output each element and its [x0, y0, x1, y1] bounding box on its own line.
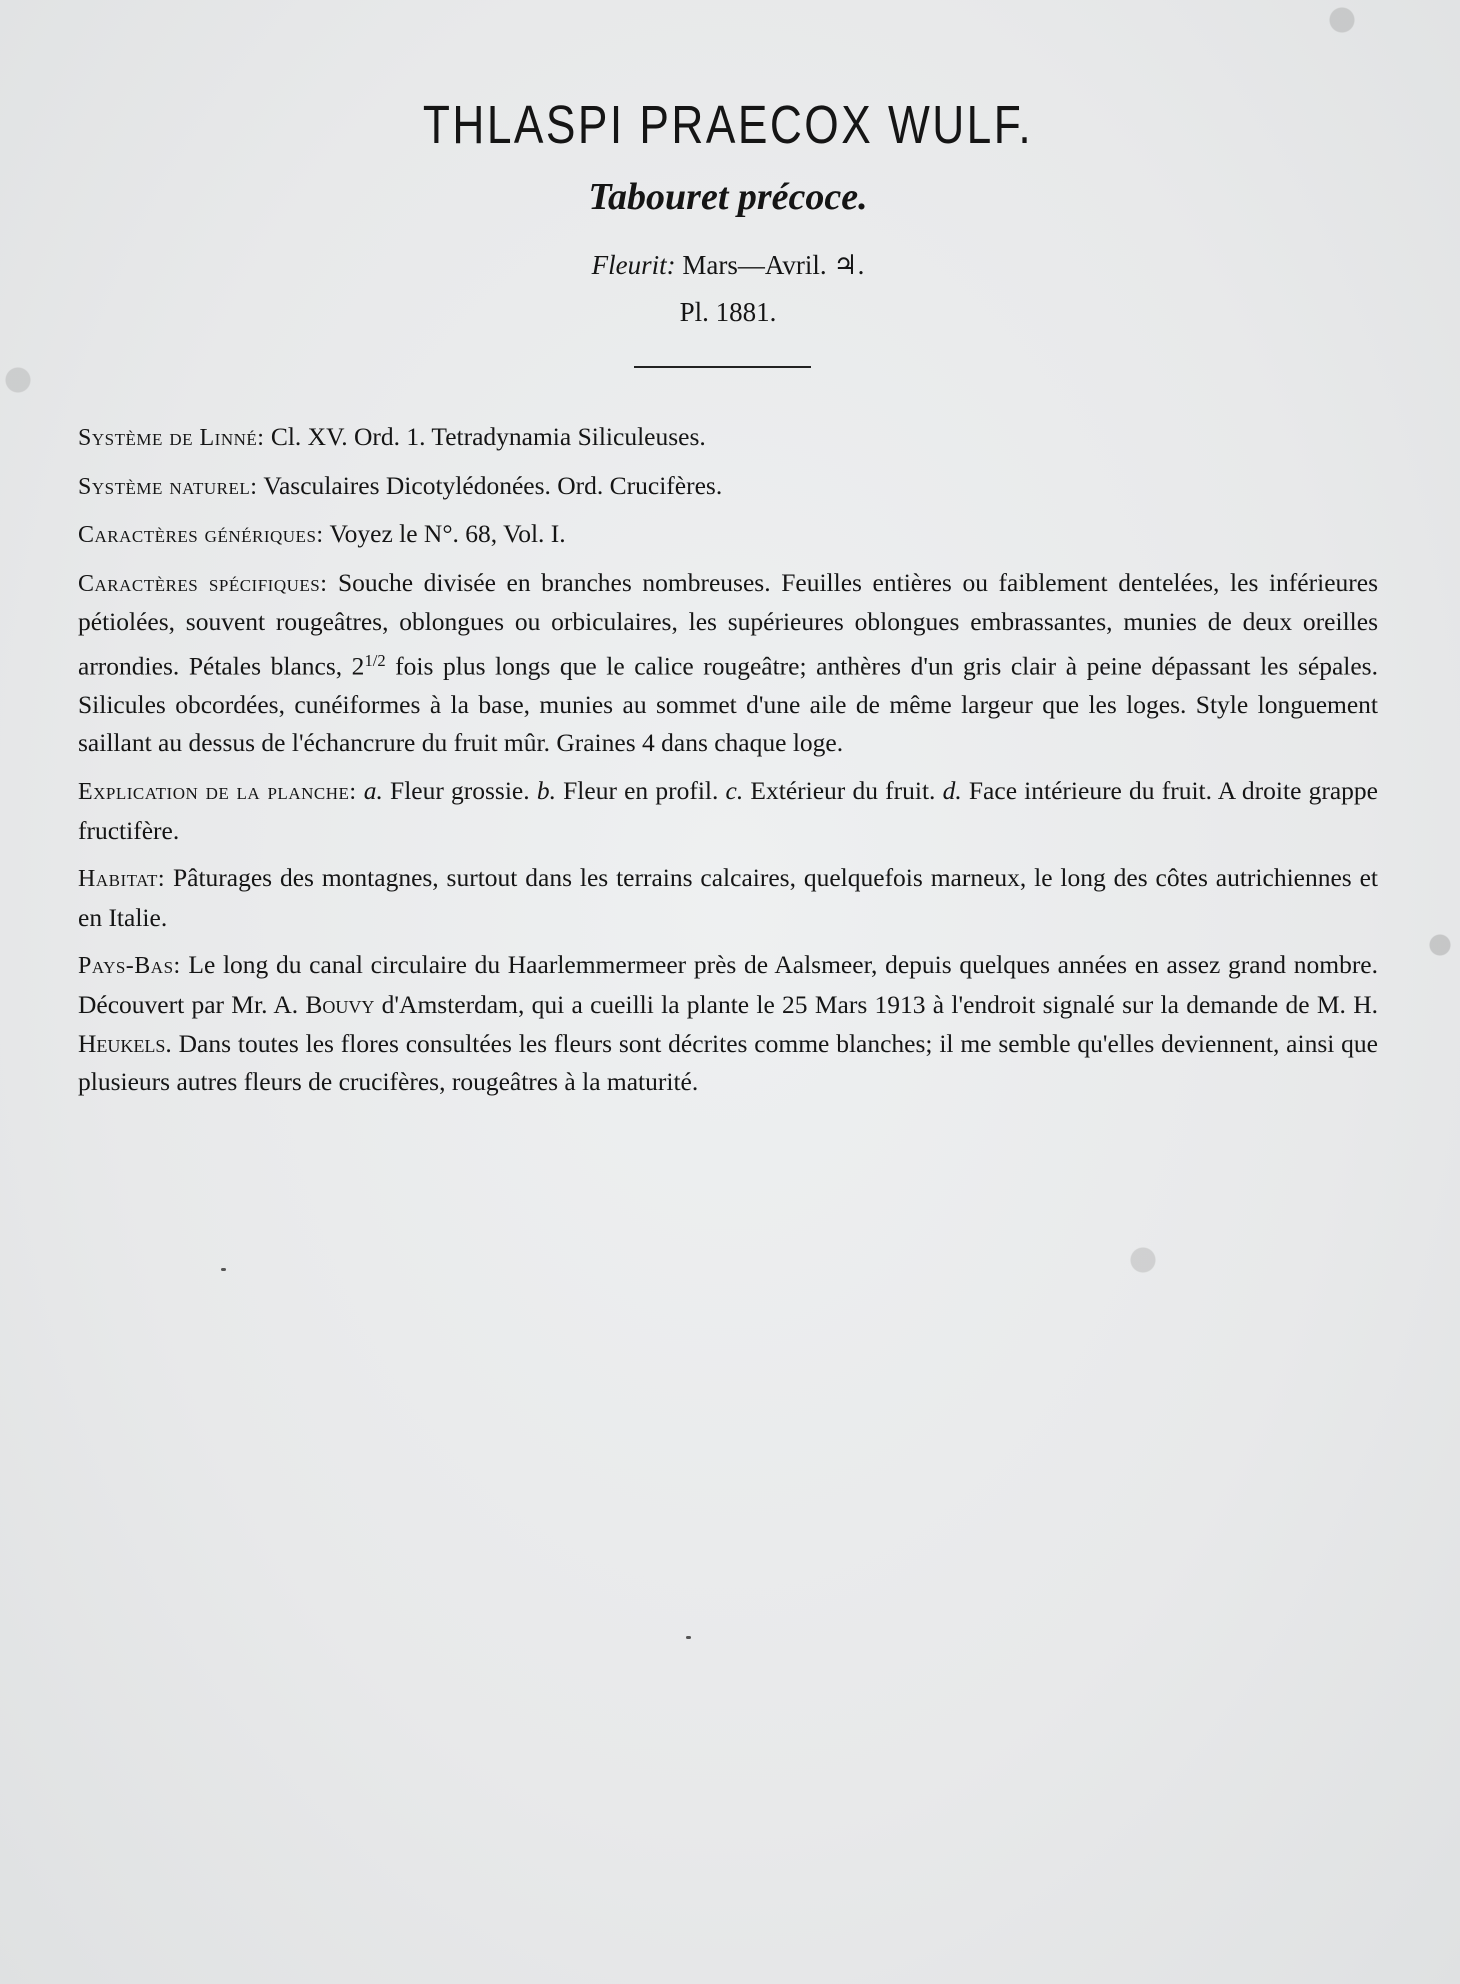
- plate-number: Pl. 1881.: [679, 297, 777, 327]
- common-name: Tabouret précoce.: [588, 176, 868, 218]
- divider-rule: [634, 366, 811, 368]
- section-text: Souche divisée en branches nombreuses. Feuilles entières ou faiblement dentelées, les inférieures pétiolées, souvent rougeâtres, oblongues ou orbiculaires, les supérieures oblongues embrassantes, munies de deux oreilles arrondies. Pétales blancs, 2: [78, 567, 1378, 681]
- section-label: Caractères génériques:: [78, 522, 324, 549]
- figure-key: d.: [942, 776, 962, 806]
- figure-key: c.: [725, 776, 744, 806]
- species-title: THLASPI PRAECOX WULF.: [422, 95, 1034, 155]
- section-text: Cl. XV. Ord. 1. Tetradynamia Siliculeuses.: [270, 422, 706, 451]
- flowering-label: Fleurit:: [591, 250, 676, 280]
- figure-text: Extérieur du fruit.: [743, 776, 943, 806]
- section-label: Habitat:: [78, 866, 166, 893]
- paper-speck: [221, 1268, 226, 1271]
- section-label: Système naturel:: [78, 473, 258, 500]
- section-specifiques: [78, 564, 1378, 763]
- section-label: Explication de la planche:: [78, 779, 357, 806]
- person-name: Heukels: [78, 1028, 166, 1058]
- section-pays-bas: [78, 946, 1378, 1101]
- section-naturel: [78, 467, 1378, 507]
- section-linne: [78, 418, 1378, 458]
- flowering-line: [78, 252, 1378, 279]
- figure-key: b.: [536, 776, 556, 806]
- section-label: Système de Linné:: [78, 425, 265, 451]
- section-habitat: [78, 859, 1378, 937]
- flowering-value: Mars—Avril. ♃.: [682, 250, 865, 280]
- section-text: Pâturages des montagnes, surtout dans les terrains calcaires, quelquefois marneux, le long des côtes autrichiennes et en Italie.: [78, 863, 1378, 932]
- section-text: d'Amsterdam, qui a cueilli la plante le 25 Mars 1913 à l'endroit signalé sur la demande de M. H.: [374, 990, 1378, 1019]
- person-name: Bouvy: [305, 990, 375, 1019]
- section-label: Pays-Bas:: [78, 953, 181, 980]
- section-label: Caractères spécifiques:: [78, 570, 328, 597]
- section-text: Vasculaires Dicotylédonées. Ord. Crucifères.: [263, 470, 723, 500]
- figure-text: Fleur en profil.: [555, 776, 726, 806]
- section-text: Le long du canal circulaire du Haarlemmermeer près de Aalsmeer, depuis quelques années en assez grand nombre. Découvert par Mr. A.: [78, 950, 1378, 1019]
- section-generiques: [78, 515, 1378, 555]
- section-text: . Dans toutes les flores consultées les fleurs sont décrites comme blanches; il me semble qu'elles deviennent, ainsi que plusieurs autres fleurs de crucifères, rougeâtres à la maturité.: [78, 1028, 1378, 1097]
- section-text: fois plus longs que le calice rougeâtre; anthères d'un gris clair à peine dépassant les sépales. Silicules obcordées, cunéiformes à la base, munies au sommet d'une aile de même largeur que les loges. Style longuement saillant au dessus de l'échancrure du fruit mûr. Graines 4 dans chaque loge.: [78, 651, 1378, 758]
- figure-text: Face intérieure du fruit. A droite grappe fructifère.: [78, 776, 1378, 845]
- figure-key: a.: [363, 776, 383, 806]
- section-text: Voyez le N°. 68, Vol. I.: [329, 519, 566, 549]
- description-body: [78, 418, 1378, 1111]
- section-explication: [78, 772, 1378, 850]
- fraction: 1/2: [364, 650, 386, 670]
- figure-text: Fleur grossie.: [382, 776, 537, 806]
- paper-speck: [686, 1636, 691, 1639]
